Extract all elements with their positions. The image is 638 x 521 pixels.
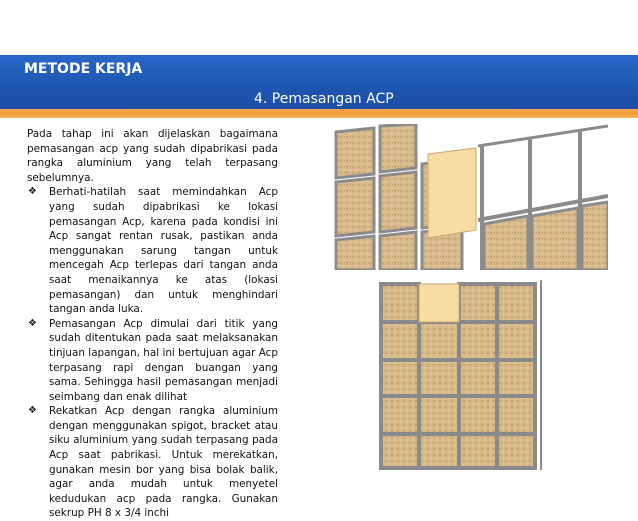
acp-wall-perspective-illustration <box>334 124 608 270</box>
acp-grid-front-illustration <box>379 280 545 470</box>
list-item <box>27 404 278 521</box>
bullet-text: Pemasangan Acp dimulai dari titik yang sudah ditentukan pada saat melaksanakan tinjuan lapangan, hal ini bertujuan agar Acp terpasang rapi dengan buangan yang sama. Sehingga hasil pemasangan menjadi seimbang dan enak dilihat <box>49 317 278 403</box>
diamond-bullet-icon: ❖ <box>28 405 37 417</box>
accent-divider <box>0 109 638 118</box>
content-text <box>27 127 278 521</box>
intro-paragraph: Pada tahap ini akan dijelaskan bagaimana pemasangan acp yang sudah dipabrikasi pada rangka aluminium yang telah terpasang sebelumnya. <box>27 128 278 184</box>
list-item <box>27 185 278 316</box>
diamond-bullet-icon: ❖ <box>28 186 37 198</box>
list-item <box>27 317 278 405</box>
bullet-text: Berhati-hatilah saat memindahkan Acp yang sudah dipabrikasi ke lokasi pemasangan Acp, karena pada kondisi ini Acp sangat rentan rusak, pastikan anda menggunakan sarung tangan untuk mencegah Acp terlepas dari tangan anda saat menaikannya ke atas (lokasi pemasangan) dan untuk menghindari tangan anda luka. <box>49 186 278 316</box>
bullet-text: Rekatkan Acp dengan rangka aluminium dengan menggunakan spigot, bracket atau siku aluminium yang sudah terpasang pada Acp saat pabrikasi. Untuk merekatkan, gunakan mesin bor yang bisa bolak balik, agar anda mudah untuk menyetel kedudukan acp pada rangka. Gunakan sekrup PH 8 x 3/4 inchi <box>49 405 278 520</box>
bullet-list <box>27 185 278 521</box>
section-title: 4. Pemasangan ACP <box>254 91 394 107</box>
page-title: METODE KERJA <box>24 61 143 77</box>
diamond-bullet-icon: ❖ <box>28 317 37 329</box>
